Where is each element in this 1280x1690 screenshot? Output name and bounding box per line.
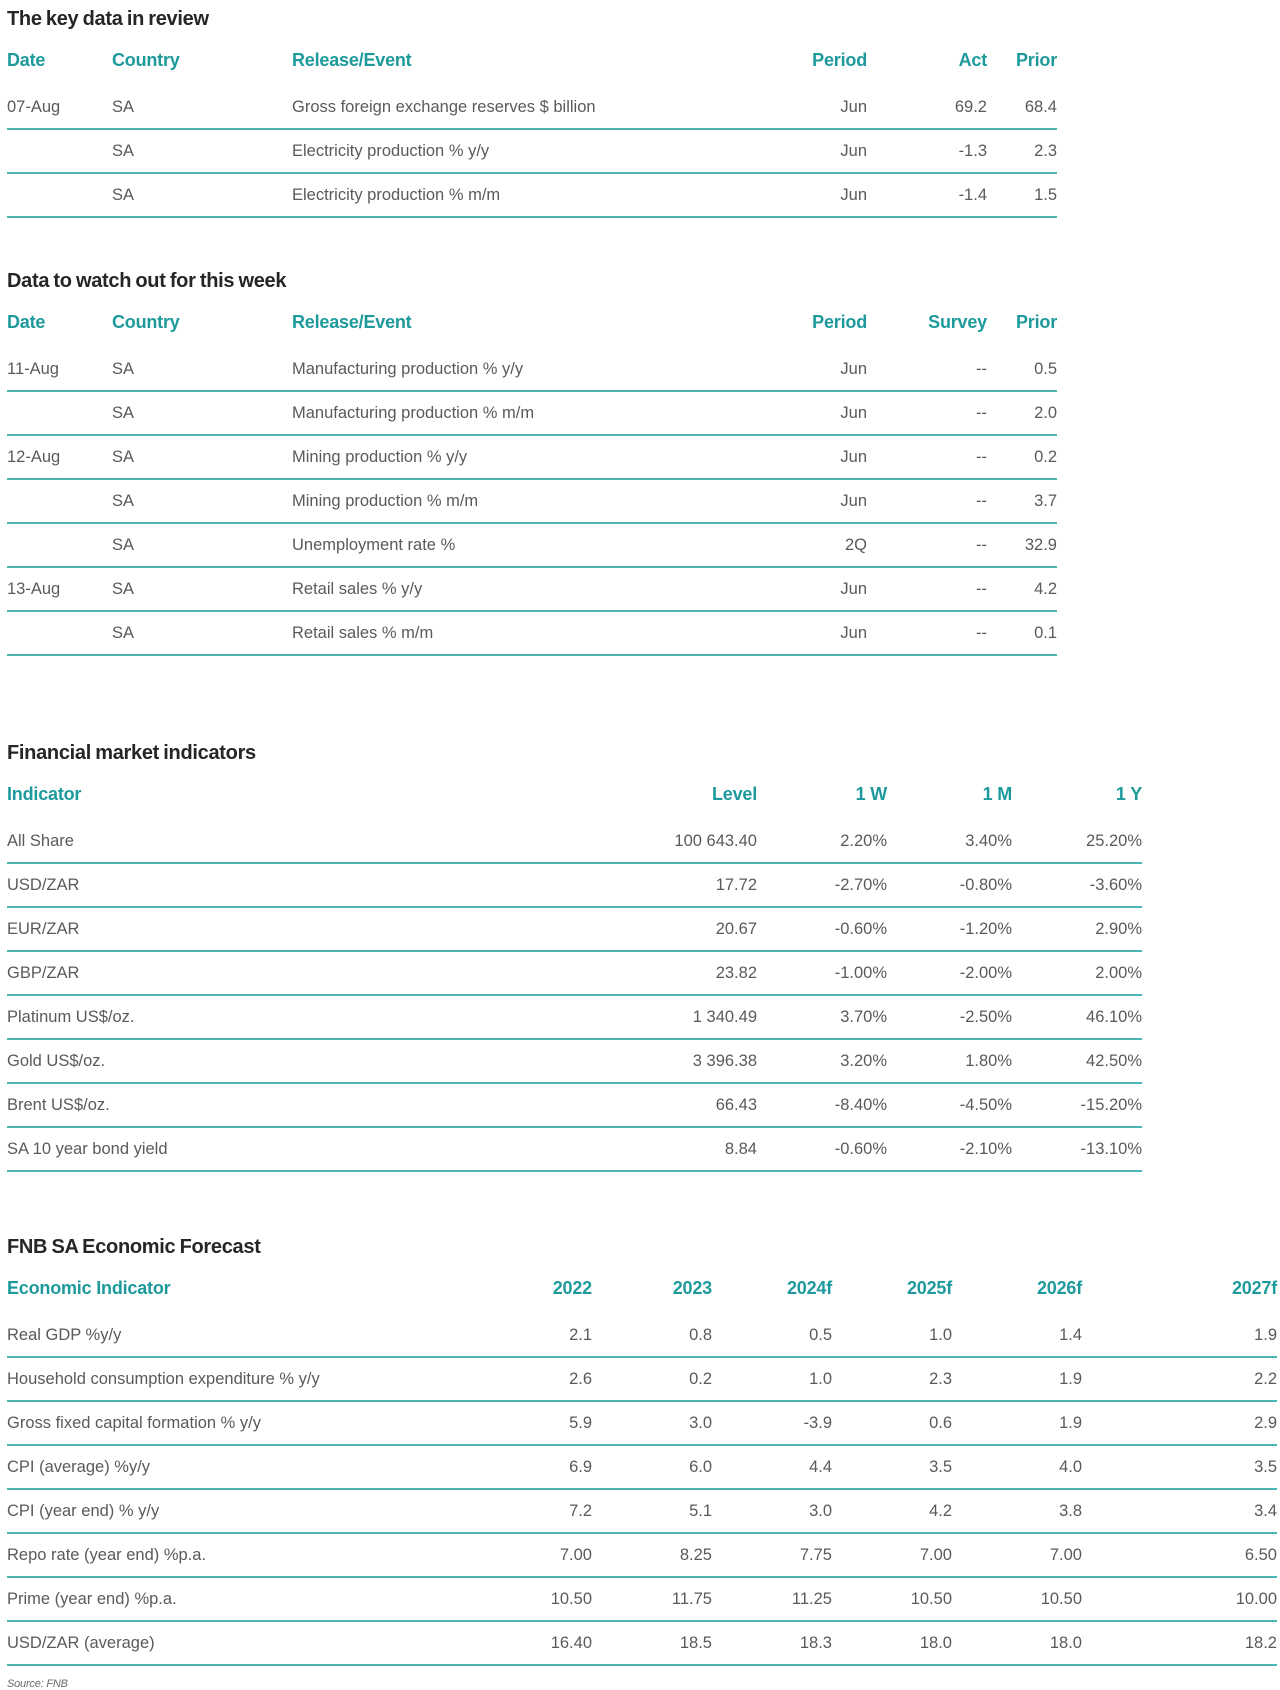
cell	[7, 173, 112, 217]
table-row	[7, 611, 1057, 655]
cell: 3.4	[1254, 1502, 1277, 1520]
cell: SA	[112, 404, 135, 422]
cell: 32.9	[1024, 536, 1057, 554]
cell: Jun	[840, 98, 867, 116]
cell: Real GDP %y/y	[7, 1326, 122, 1344]
cell: 10.00	[1235, 1590, 1277, 1608]
cell: 11.25	[791, 1590, 832, 1608]
cell: Platinum US$/oz.	[7, 1008, 135, 1026]
cell: SA	[112, 624, 135, 642]
cell: 0.5	[1034, 360, 1057, 378]
cell: -2.10%	[959, 1140, 1012, 1158]
cell: SA	[112, 98, 135, 116]
cell: 3.70%	[840, 1008, 887, 1026]
cell: Gross fixed capital formation % y/y	[7, 1414, 262, 1432]
cell: 2.3	[929, 1370, 952, 1388]
key-data-title: The key data in review	[7, 8, 209, 30]
cell: 18.0	[1049, 1634, 1082, 1652]
cell: --	[976, 536, 987, 554]
section-financial-market-indicators	[7, 742, 1280, 1172]
cell: 2.0	[1034, 404, 1057, 422]
cell: 3.0	[689, 1414, 712, 1432]
cell: -4.50%	[959, 1096, 1012, 1114]
cell: Manufacturing production % m/m	[292, 404, 535, 422]
cell: EUR/ZAR	[7, 920, 80, 938]
cell: 69.2	[954, 98, 987, 116]
column-header: 2026f	[1036, 1278, 1082, 1298]
cell: 3.40%	[965, 832, 1012, 850]
cell: 42.50%	[1086, 1052, 1142, 1070]
cell: 0.2	[1034, 448, 1057, 466]
table-row	[7, 567, 1057, 611]
table-row	[7, 391, 1057, 435]
cell: -13.10%	[1080, 1140, 1142, 1158]
cell: 16.40	[550, 1634, 592, 1652]
cell: USD/ZAR	[7, 876, 80, 894]
cell: 7.75	[799, 1546, 832, 1564]
cell: 2.20%	[840, 832, 887, 850]
column-header: Release/Event	[292, 312, 412, 332]
cell: 1.4	[1059, 1326, 1082, 1344]
cell: Mining production % y/y	[292, 448, 468, 466]
cell: Jun	[840, 448, 867, 466]
cell: -0.80%	[959, 876, 1012, 894]
cell: -3.9	[803, 1414, 832, 1432]
cell: Jun	[840, 492, 867, 510]
cell: Repo rate (year end) %p.a.	[7, 1546, 207, 1564]
column-header: 1 M	[982, 784, 1012, 804]
cell: -8.40%	[834, 1096, 887, 1114]
market-indicators-table	[7, 782, 1142, 1172]
table-row	[7, 1039, 1142, 1083]
cell: Jun	[840, 186, 867, 204]
cell: 11-Aug	[7, 360, 59, 378]
table-row	[7, 86, 1057, 129]
forecast-title: FNB SA Economic Forecast	[7, 1236, 261, 1258]
table-row	[7, 995, 1142, 1039]
cell: Retail sales % y/y	[292, 580, 423, 598]
cell: -1.4	[958, 186, 987, 204]
cell: All Share	[7, 832, 74, 850]
cell: 3 396.38	[692, 1052, 757, 1070]
cell: Jun	[840, 624, 867, 642]
key-data-header-row	[7, 48, 1057, 86]
cell: 8.84	[724, 1140, 757, 1158]
economic-forecast-table	[7, 1276, 1277, 1666]
cell	[7, 129, 112, 173]
cell: SA	[112, 186, 135, 204]
table-row	[7, 1357, 1277, 1401]
cell: --	[976, 360, 987, 378]
cell: 0.1	[1034, 624, 1057, 642]
cell: 17.72	[715, 876, 757, 894]
watch-data-header-row	[7, 310, 1057, 348]
cell: 2.9	[1254, 1414, 1277, 1432]
column-header: Act	[958, 50, 987, 70]
column-header: Date	[7, 312, 46, 332]
cell: 1.9	[1059, 1414, 1082, 1432]
forecast-header-row	[7, 1276, 1277, 1314]
cell: Electricity production % m/m	[292, 186, 501, 204]
cell: 46.10%	[1086, 1008, 1142, 1026]
cell: Gross foreign exchange reserves $ billion	[292, 98, 596, 116]
cell: 11.75	[671, 1590, 712, 1608]
cell: 23.82	[715, 964, 757, 982]
source-note: Source: FNB	[7, 1678, 68, 1690]
cell: 3.20%	[840, 1052, 887, 1070]
column-header: 2024f	[786, 1278, 832, 1298]
cell: 25.20%	[1086, 832, 1142, 850]
table-row	[7, 820, 1142, 863]
cell: SA	[112, 492, 135, 510]
cell: 3.5	[929, 1458, 952, 1476]
cell: 18.5	[679, 1634, 712, 1652]
cell	[7, 523, 112, 567]
table-row	[7, 907, 1142, 951]
cell: 7.00	[919, 1546, 952, 1564]
cell: Mining production % m/m	[292, 492, 479, 510]
cell: --	[976, 404, 987, 422]
column-header: Country	[112, 50, 180, 70]
column-header: Period	[812, 312, 867, 332]
cell: 4.4	[809, 1458, 832, 1476]
cell: SA	[112, 360, 135, 378]
cell: 7.2	[569, 1502, 592, 1520]
table-row	[7, 435, 1057, 479]
cell: 12-Aug	[7, 448, 61, 466]
cell: GBP/ZAR	[7, 964, 80, 982]
cell: USD/ZAR (average)	[7, 1634, 155, 1652]
cell: 0.6	[929, 1414, 952, 1432]
cell: 6.50	[1244, 1546, 1277, 1564]
cell: 2.90%	[1095, 920, 1142, 938]
cell: 6.0	[689, 1458, 712, 1476]
table-row	[7, 348, 1057, 391]
column-header: Prior	[1015, 312, 1057, 332]
table-row	[7, 173, 1057, 217]
table-row	[7, 1621, 1277, 1665]
cell: -15.20%	[1080, 1096, 1142, 1114]
column-header: Date	[7, 50, 46, 70]
cell: 5.1	[689, 1502, 712, 1520]
cell: Brent US$/oz.	[7, 1096, 110, 1114]
table-row	[7, 129, 1057, 173]
section-watch-data	[7, 270, 1280, 656]
cell: 18.2	[1244, 1634, 1277, 1652]
cell: 18.0	[919, 1634, 952, 1652]
cell: --	[976, 624, 987, 642]
column-header: 1 Y	[1115, 784, 1142, 804]
cell: Jun	[840, 360, 867, 378]
table-row	[7, 1577, 1277, 1621]
cell: --	[976, 448, 987, 466]
cell: 20.67	[715, 920, 757, 938]
column-header: 2022	[552, 1278, 592, 1298]
cell: 7.00	[1049, 1546, 1082, 1564]
table-row	[7, 1314, 1277, 1357]
cell: SA	[112, 142, 135, 160]
cell: -1.00%	[834, 964, 887, 982]
cell: 2.1	[569, 1326, 592, 1344]
cell: SA	[112, 580, 135, 598]
watch-data-table	[7, 310, 1057, 656]
section-economic-forecast	[7, 1236, 1280, 1666]
cell: Jun	[840, 142, 867, 160]
cell: 3.5	[1254, 1458, 1277, 1476]
cell: SA	[112, 536, 135, 554]
cell: CPI (year end) % y/y	[7, 1502, 160, 1520]
column-header: Prior	[1015, 50, 1057, 70]
column-header: Indicator	[7, 784, 82, 804]
cell: -0.60%	[834, 920, 887, 938]
cell: 2.00%	[1095, 964, 1142, 982]
column-header: Level	[711, 784, 757, 804]
table-row	[7, 951, 1142, 995]
cell: 1.0	[929, 1326, 952, 1344]
market-title: Financial market indicators	[7, 742, 256, 764]
cell: --	[976, 580, 987, 598]
column-header: Economic Indicator	[7, 1278, 171, 1298]
table-row	[7, 1489, 1277, 1533]
cell	[7, 391, 112, 435]
cell: Household consumption expenditure % y/y	[7, 1370, 320, 1388]
cell: -1.3	[958, 142, 987, 160]
cell: 0.5	[809, 1326, 832, 1344]
cell: 100 643.40	[674, 832, 757, 850]
table-row	[7, 863, 1142, 907]
cell: 18.3	[799, 1634, 832, 1652]
cell: 1.0	[809, 1370, 832, 1388]
column-header: Release/Event	[292, 50, 412, 70]
cell	[7, 611, 112, 655]
table-row	[7, 1445, 1277, 1489]
cell: -2.50%	[959, 1008, 1012, 1026]
cell: 7.00	[559, 1546, 592, 1564]
cell: 3.8	[1059, 1502, 1082, 1520]
cell: -1.20%	[959, 920, 1012, 938]
cell: 2Q	[844, 536, 867, 554]
cell: -2.70%	[834, 876, 887, 894]
table-row	[7, 1127, 1142, 1171]
cell: Electricity production % y/y	[292, 142, 490, 160]
cell: -0.60%	[834, 1140, 887, 1158]
table-row	[7, 479, 1057, 523]
cell: 0.8	[689, 1326, 712, 1344]
cell: Jun	[840, 580, 867, 598]
cell: 1.80%	[965, 1052, 1012, 1070]
column-header: Period	[812, 50, 867, 70]
cell: 4.2	[1034, 580, 1057, 598]
cell: 4.2	[929, 1502, 952, 1520]
cell: 10.50	[910, 1590, 952, 1608]
cell: 10.50	[550, 1590, 592, 1608]
cell: 1.5	[1034, 186, 1057, 204]
cell: -2.00%	[959, 964, 1012, 982]
cell	[7, 479, 112, 523]
table-row	[7, 1083, 1142, 1127]
cell: Jun	[840, 404, 867, 422]
cell: 66.43	[715, 1096, 757, 1114]
cell: --	[976, 492, 987, 510]
cell: 4.0	[1059, 1458, 1082, 1476]
cell: 0.2	[689, 1370, 712, 1388]
cell: 2.2	[1254, 1370, 1277, 1388]
cell: -3.60%	[1089, 876, 1142, 894]
cell: 2.6	[569, 1370, 592, 1388]
column-header: 2027f	[1231, 1278, 1277, 1298]
cell: Retail sales % m/m	[292, 624, 434, 642]
cell: 07-Aug	[7, 98, 61, 116]
market-header-row	[7, 782, 1142, 820]
cell: 68.4	[1024, 98, 1057, 116]
column-header: 2023	[672, 1278, 712, 1298]
cell: 3.7	[1034, 492, 1057, 510]
cell: 2.3	[1034, 142, 1057, 160]
cell: 3.0	[809, 1502, 832, 1520]
cell: Gold US$/oz.	[7, 1052, 106, 1070]
cell: 1 340.49	[692, 1008, 757, 1026]
cell: CPI (average) %y/y	[7, 1458, 151, 1476]
watch-data-title: Data to watch out for this week	[7, 270, 287, 292]
cell: SA	[112, 448, 135, 466]
column-header: 1 W	[855, 784, 887, 804]
cell: 1.9	[1254, 1326, 1277, 1344]
cell: 10.50	[1040, 1590, 1082, 1608]
column-header: Country	[112, 312, 180, 332]
cell: 8.25	[679, 1546, 712, 1564]
table-row	[7, 523, 1057, 567]
column-header: 2025f	[906, 1278, 952, 1298]
key-data-table	[7, 48, 1057, 218]
cell: 13-Aug	[7, 580, 61, 598]
cell: 5.9	[569, 1414, 592, 1432]
table-row	[7, 1401, 1277, 1445]
cell: Manufacturing production % y/y	[292, 360, 524, 378]
cell: Prime (year end) %p.a.	[7, 1590, 177, 1608]
cell: 1.9	[1059, 1370, 1082, 1388]
cell: 6.9	[569, 1458, 592, 1476]
table-row	[7, 1533, 1277, 1577]
cell: Unemployment rate %	[292, 536, 456, 554]
column-header: Survey	[928, 312, 987, 332]
cell: SA 10 year bond yield	[7, 1140, 168, 1158]
section-key-data	[7, 8, 1280, 218]
